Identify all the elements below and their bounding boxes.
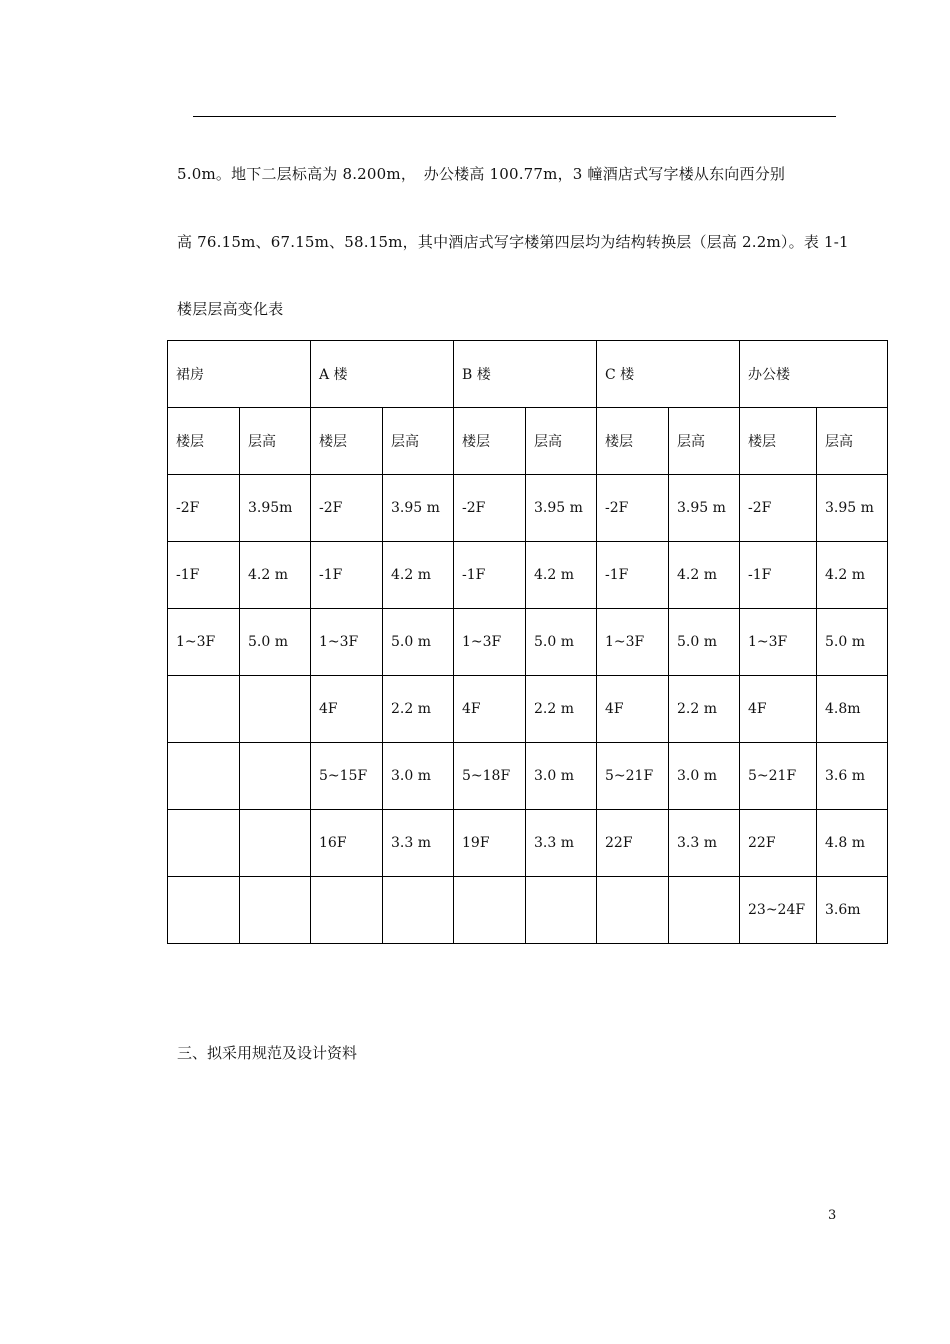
height-cell: 5.0 m — [383, 609, 454, 676]
height-cell: 5.0 m — [240, 609, 311, 676]
height-cell: 3.6 m — [817, 743, 888, 810]
floor-cell — [168, 743, 240, 810]
floor-height-table — [167, 340, 888, 944]
table-row — [168, 743, 888, 810]
floor-cell: -1F — [597, 542, 669, 609]
floor-cell: -2F — [740, 475, 817, 542]
height-cell — [240, 810, 311, 877]
table-caption: 楼层层高变化表 — [177, 300, 284, 318]
height-cell — [240, 877, 311, 944]
height-cell: 4.2 m — [240, 542, 311, 609]
table-row — [168, 810, 888, 877]
floor-cell: 5~21F — [597, 743, 669, 810]
building-header-row — [168, 341, 888, 408]
sub-header-row — [168, 408, 888, 475]
floor-cell: -2F — [311, 475, 383, 542]
height-cell — [383, 877, 454, 944]
floor-cell — [168, 810, 240, 877]
table-row — [168, 877, 888, 944]
sub-header-cell: 楼层 — [311, 408, 383, 475]
floor-cell — [168, 877, 240, 944]
floor-cell: -1F — [168, 542, 240, 609]
floor-cell — [597, 877, 669, 944]
height-cell: 5.0 m — [817, 609, 888, 676]
height-cell: 3.95m — [240, 475, 311, 542]
floor-cell: 23~24F — [740, 877, 817, 944]
table-row — [168, 609, 888, 676]
sub-header-cell: 层高 — [669, 408, 740, 475]
floor-cell: -2F — [454, 475, 526, 542]
body-paragraph-line-2: 高 76.15m、67.15m、58.15m，其中酒店式写字楼第四层均为结构转换层（层高 2.2m）。表 1-1 — [177, 233, 849, 251]
height-cell — [240, 676, 311, 743]
floor-cell: 22F — [597, 810, 669, 877]
floor-cell — [454, 877, 526, 944]
sub-header-cell: 楼层 — [740, 408, 817, 475]
page-number: 3 — [828, 1208, 837, 1223]
floor-cell: 1~3F — [740, 609, 817, 676]
sub-header-cell: 楼层 — [454, 408, 526, 475]
building-header-a: A 楼 — [311, 341, 454, 408]
floor-cell: 4F — [311, 676, 383, 743]
table-row — [168, 475, 888, 542]
height-cell: 4.2 m — [669, 542, 740, 609]
building-header-podium: 裙房 — [168, 341, 311, 408]
floor-cell: 22F — [740, 810, 817, 877]
section-heading: 三、拟采用规范及设计资料 — [177, 1044, 358, 1062]
height-cell — [669, 877, 740, 944]
floor-cell: 16F — [311, 810, 383, 877]
height-cell: 4.2 m — [383, 542, 454, 609]
sub-header-cell: 层高 — [526, 408, 597, 475]
height-cell — [526, 877, 597, 944]
height-cell: 3.0 m — [383, 743, 454, 810]
floor-cell: 4F — [597, 676, 669, 743]
floor-cell: -2F — [597, 475, 669, 542]
height-cell: 2.2 m — [383, 676, 454, 743]
table-row — [168, 542, 888, 609]
height-cell: 5.0 m — [526, 609, 597, 676]
height-cell: 3.95 m — [526, 475, 597, 542]
building-header-c: C 楼 — [597, 341, 740, 408]
sub-header-cell: 层高 — [240, 408, 311, 475]
height-cell: 2.2 m — [669, 676, 740, 743]
height-cell: 3.0 m — [526, 743, 597, 810]
height-cell: 4.2 m — [817, 542, 888, 609]
table-row — [168, 676, 888, 743]
height-cell: 3.95 m — [669, 475, 740, 542]
sub-header-cell: 楼层 — [597, 408, 669, 475]
height-cell: 3.3 m — [526, 810, 597, 877]
floor-cell: 1~3F — [454, 609, 526, 676]
building-header-b: B 楼 — [454, 341, 597, 408]
floor-cell: 5~18F — [454, 743, 526, 810]
floor-cell: -1F — [740, 542, 817, 609]
floor-cell: 1~3F — [597, 609, 669, 676]
height-cell: 5.0 m — [669, 609, 740, 676]
height-cell: 3.95 m — [383, 475, 454, 542]
height-cell: 2.2 m — [526, 676, 597, 743]
floor-cell: -1F — [454, 542, 526, 609]
floor-cell: 1~3F — [168, 609, 240, 676]
body-paragraph-line-1: 5.0m。地下二层标高为 8.200m， 办公楼高 100.77m，3 幢酒店式写字楼从东向西分别 — [177, 165, 786, 183]
floor-cell — [168, 676, 240, 743]
height-cell: 4.2 m — [526, 542, 597, 609]
floor-cell: 19F — [454, 810, 526, 877]
floor-cell: 4F — [454, 676, 526, 743]
floor-cell: 5~21F — [740, 743, 817, 810]
sub-header-cell: 楼层 — [168, 408, 240, 475]
floor-cell: 5~15F — [311, 743, 383, 810]
floor-cell — [311, 877, 383, 944]
floor-cell: 4F — [740, 676, 817, 743]
height-cell: 3.6m — [817, 877, 888, 944]
height-cell: 3.3 m — [669, 810, 740, 877]
height-cell: 4.8 m — [817, 810, 888, 877]
height-cell: 3.0 m — [669, 743, 740, 810]
height-cell — [240, 743, 311, 810]
height-cell: 4.8m — [817, 676, 888, 743]
sub-header-cell: 层高 — [383, 408, 454, 475]
height-cell: 3.3 m — [383, 810, 454, 877]
floor-cell: -2F — [168, 475, 240, 542]
building-header-office: 办公楼 — [740, 341, 888, 408]
sub-header-cell: 层高 — [817, 408, 888, 475]
floor-cell: 1~3F — [311, 609, 383, 676]
header-rule — [193, 116, 836, 117]
height-cell: 3.95 m — [817, 475, 888, 542]
floor-cell: -1F — [311, 542, 383, 609]
